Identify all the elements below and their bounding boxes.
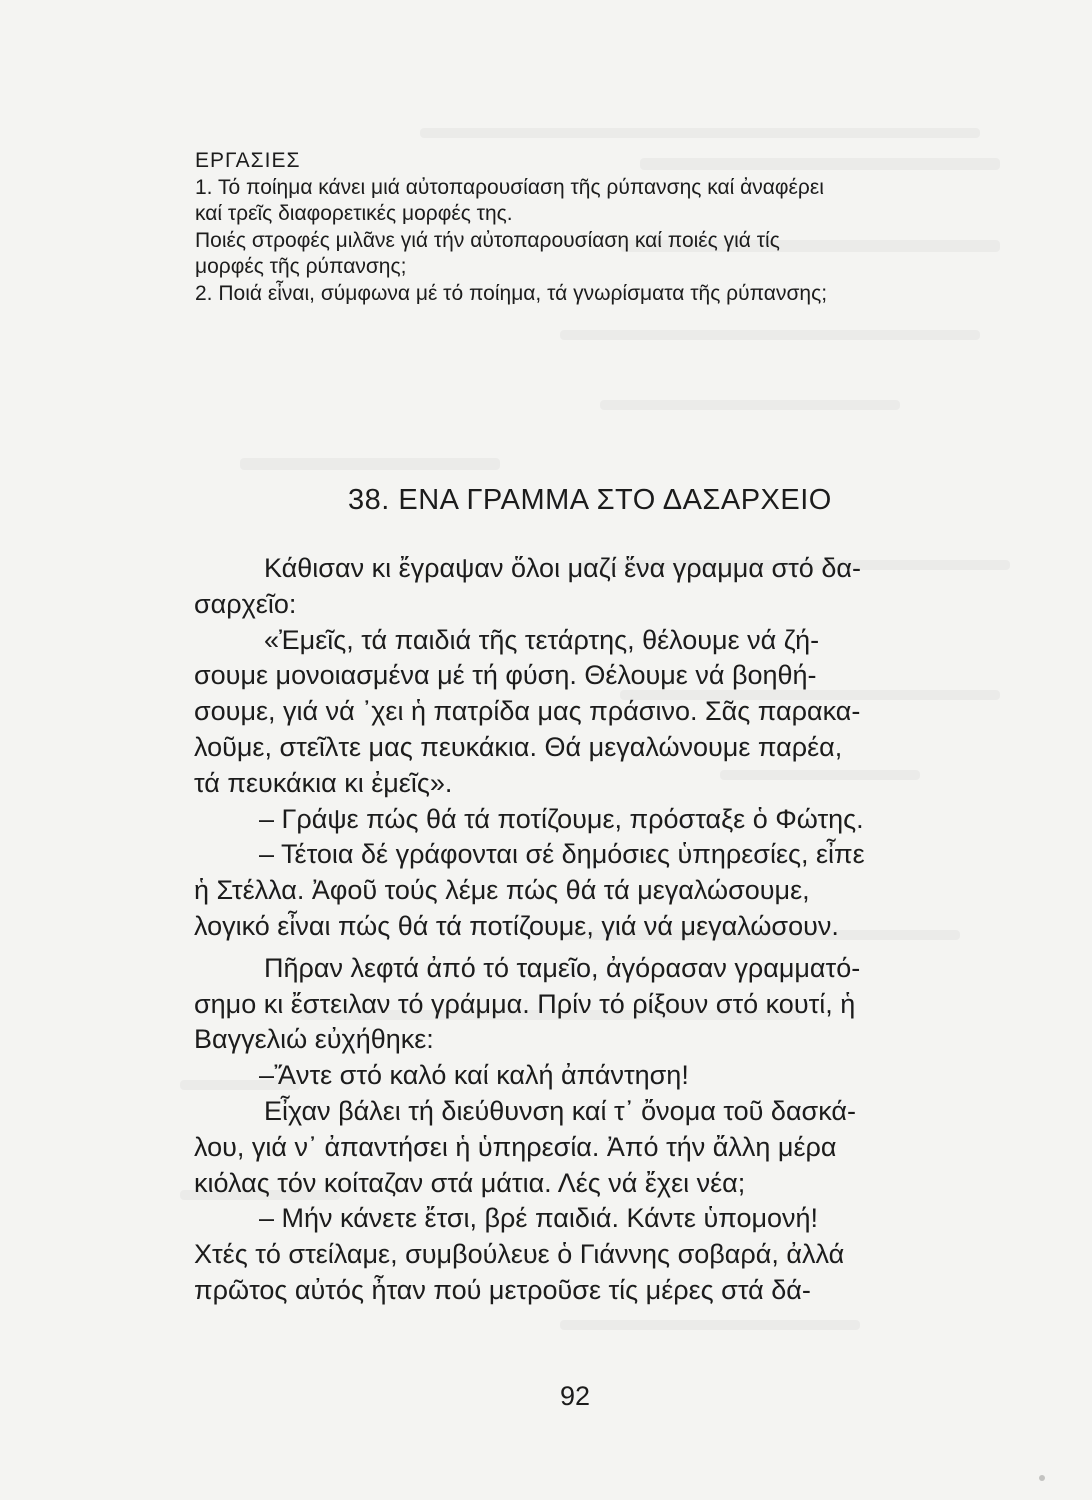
story-line: Πῆραν λεφτά ἀπό τό ταμεῖο, ἀγόρασαν γραμματό- [264,952,861,983]
page-number: 92 [560,1381,591,1411]
story-line: –Ἄντε στό καλό καί καλή ἀπάντηση! [259,1060,689,1091]
exercise-line: 2. Ποιά εἶναι, σύμφωνα μέ τό ποίημα, τά γνωρίσματα τῆς ρύπανσης; [195,281,828,305]
story-line: Χτές τό στείλαμε, συμβούλευε ὁ Γιάννης σοβαρά, ἀλλά [194,1239,845,1270]
story-line: – Τέτοια δέ γράφονται σέ δημόσιες ὑπηρεσίες, εἶπε [259,839,865,870]
story-line: σημο κι ἔστειλαν τό γράμμα. Πρίν τό ρίξουν στό κουτί, ἡ [194,988,856,1019]
story-line: Κάθισαν κι ἔγραψαν ὅλοι μαζί ἕνα γραμμα στό δα- [264,553,861,583]
story-line: σαρχεῖο: [194,588,297,619]
story-line: – Γράψε πώς θά τά ποτίζουμε, πρόσταξε ὁ Φώτης. [259,803,864,834]
story-line: σουμε μονοιασμένα μέ τή φύση. Θέλουμε νά βοηθή- [194,660,817,691]
story-line: – Μήν κάνετε ἔτσι, βρέ παιδιά. Κάντε ὑπομονή! [259,1203,819,1234]
exercise-line: 1. Τό ποίημα κάνει μιά αὐτοπαρουσίαση τῆς ρύπανσης καί ἀναφέρει [195,175,824,199]
story-line: «Ἐμεῖς, τά παιδιά τῆς τετάρτης, θέλουμε νά ζή- [264,624,820,655]
exercise-line: καί τρεῖς διαφορετικές μορφές της. [195,202,513,225]
story-line: λογικό εἶναι πώς θά τά ποτίζουμε, γιά νά μεγαλώσουν. [194,910,839,941]
story-line: Βαγγελιώ εὐχήθηκε: [194,1024,434,1055]
exercises-section [195,148,1025,307]
chapter-title: 38. ΕΝΑ ΓΡΑΜΜΑ ΣΤΟ ΔΑΣΑΡΧΕΙΟ [348,484,832,516]
exercise-line: Ποιές στροφές μιλᾶνε γιά τήν αὐτοπαρουσίαση καί ποιές γιά τίς [195,228,780,252]
story-line: πρῶτος αὐτός ἦταν πού μετροῦσε τίς μέρες στά δά- [194,1274,811,1305]
story-line: λου, γιά ν᾽ ἀπαντήσει ἡ ὑπηρεσία. Ἀπό τήν ἄλλη μέρα [194,1131,837,1162]
story-line: Εἶχαν βάλει τή διεύθυνση καί τ᾽ ὄνομα τοῦ δασκά- [264,1095,856,1126]
exercises-heading: ΕΡΓΑΣΙΕΣ [195,149,301,172]
story-line: κιόλας τόν κοίταζαν στά μάτια. Λές νά ἔχει νέα; [194,1167,746,1198]
story-line: σουμε, γιά νά ᾽χει ἡ πατρίδα μας πράσινο. Σᾶς παρακα- [194,696,861,727]
story-line: λοῦμε, στεῖλτε μας πευκάκια. Θά μεγαλώνουμε παρέα, [194,731,843,762]
exercise-line: μορφές τῆς ρύπανσης; [195,255,407,278]
story-line: τά πευκάκια κι ἐμεῖς». [194,767,453,798]
story-line: ἡ Στέλλα. Ἀφοῦ τούς λέμε πώς θά τά μεγαλώσουμε, [194,875,810,906]
story-text [194,551,1020,1309]
